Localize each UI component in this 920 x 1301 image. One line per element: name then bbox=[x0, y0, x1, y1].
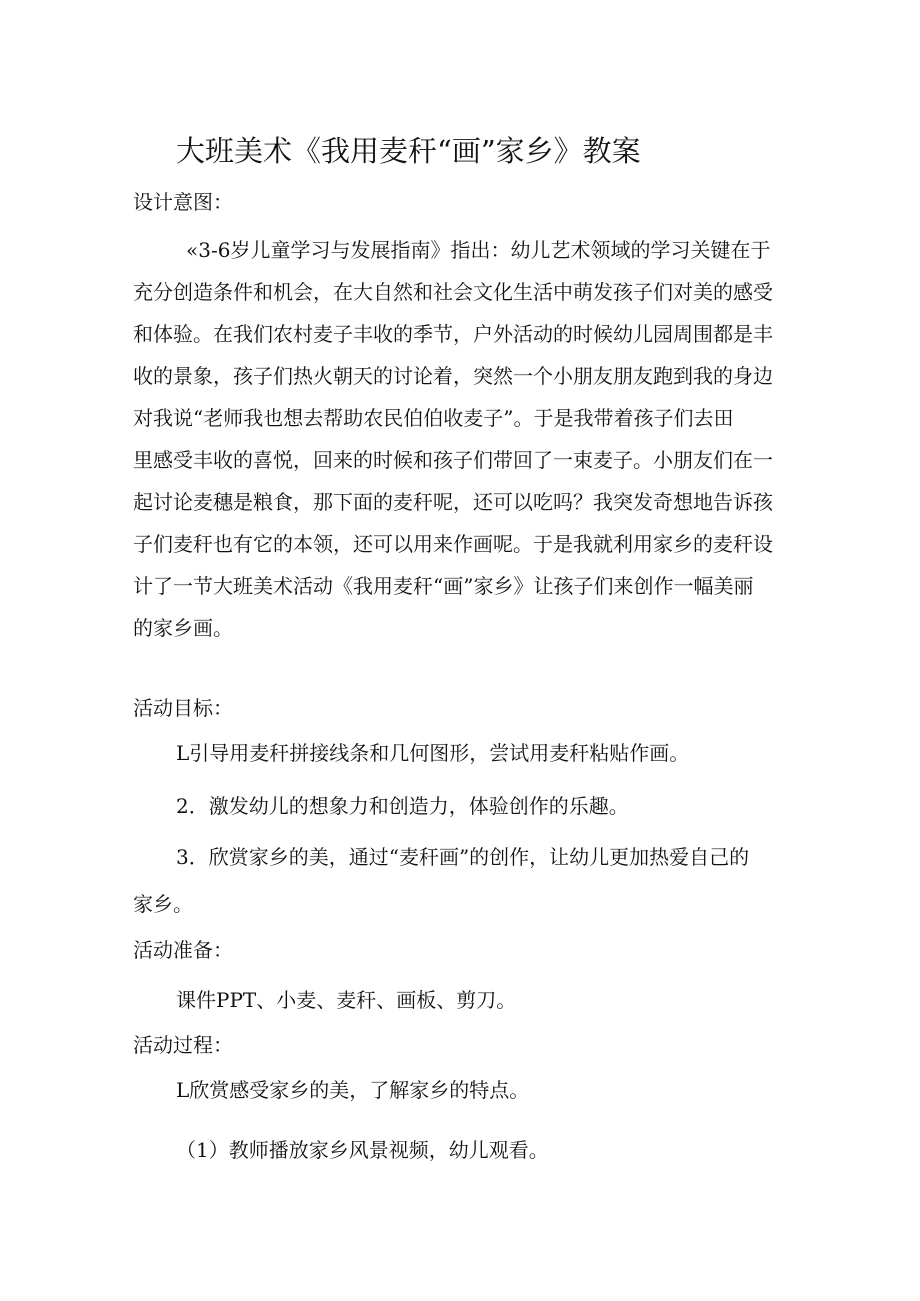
goal-item-1: L引导用麦秆拼接线条和几何图形，尝试用麦秆粘贴作画。 bbox=[176, 741, 690, 765]
paragraph-line: 子们麦秆也有它的本领，还可以用来作画呢。于是我就利用家乡的麦秆设 bbox=[133, 532, 773, 556]
goal-item-3: 3．欣赏家乡的美，通过“麦秆画”的创作，让幼儿更加热爱自己的 bbox=[176, 845, 750, 869]
document-title: 大班美术《我用麦秆“画”家乡》教案 bbox=[176, 134, 641, 168]
paragraph-line: 的家乡画。 bbox=[133, 616, 233, 640]
paragraph-line: 里感受丰收的喜悦，回来的时候和孩子们带回了一束麦子。小朋友们在一 bbox=[133, 448, 773, 472]
paragraph-line: 充分创造条件和机会，在大自然和社会文化生活中萌发孩子们对美的感受 bbox=[133, 280, 773, 304]
paragraph-line: 和体验。在我们农村麦子丰收的季节，户外活动的时候幼儿园周围都是丰 bbox=[133, 322, 773, 346]
paragraph-line: 起讨论麦穗是粮食，那下面的麦秆呢，还可以吃吗？我突发奇想地告诉孩 bbox=[133, 490, 773, 514]
preparation-heading: 活动准备： bbox=[133, 938, 233, 962]
paragraph-line: 计了一节大班美术活动《我用麦秆“画”家乡》让孩子们来创作一幅美丽 bbox=[133, 574, 754, 598]
process-step-1: L欣赏感受家乡的美，了解家乡的特点。 bbox=[176, 1078, 530, 1102]
goals-heading: 活动目标： bbox=[133, 696, 233, 720]
design-intent-heading: 设计意图： bbox=[133, 190, 233, 214]
process-step-1-1: （1）教师播放家乡风景视频，幼儿观看。 bbox=[176, 1138, 549, 1162]
paragraph-line: 对我说“老师我也想去帮助农民伯伯收麦子”。于是我带着孩子们去田 bbox=[133, 406, 734, 430]
goal-item-2: 2．激发幼儿的想象力和创造力，体验创作的乐趣。 bbox=[176, 794, 629, 818]
paragraph-line: 收的景象，孩子们热火朝天的讨论着，突然一个小朋友朋友跑到我的身边 bbox=[133, 364, 773, 388]
goal-item-3-continued: 家乡。 bbox=[133, 892, 193, 916]
design-intent-paragraph bbox=[133, 229, 823, 649]
preparation-text: 课件PPT、小麦、麦秆、画板、剪刀。 bbox=[176, 988, 517, 1012]
process-heading: 活动过程： bbox=[133, 1033, 233, 1057]
paragraph-line: «3-6岁儿童学习与发展指南》指出：幼儿艺术领域的学习关键在于 bbox=[186, 238, 771, 262]
